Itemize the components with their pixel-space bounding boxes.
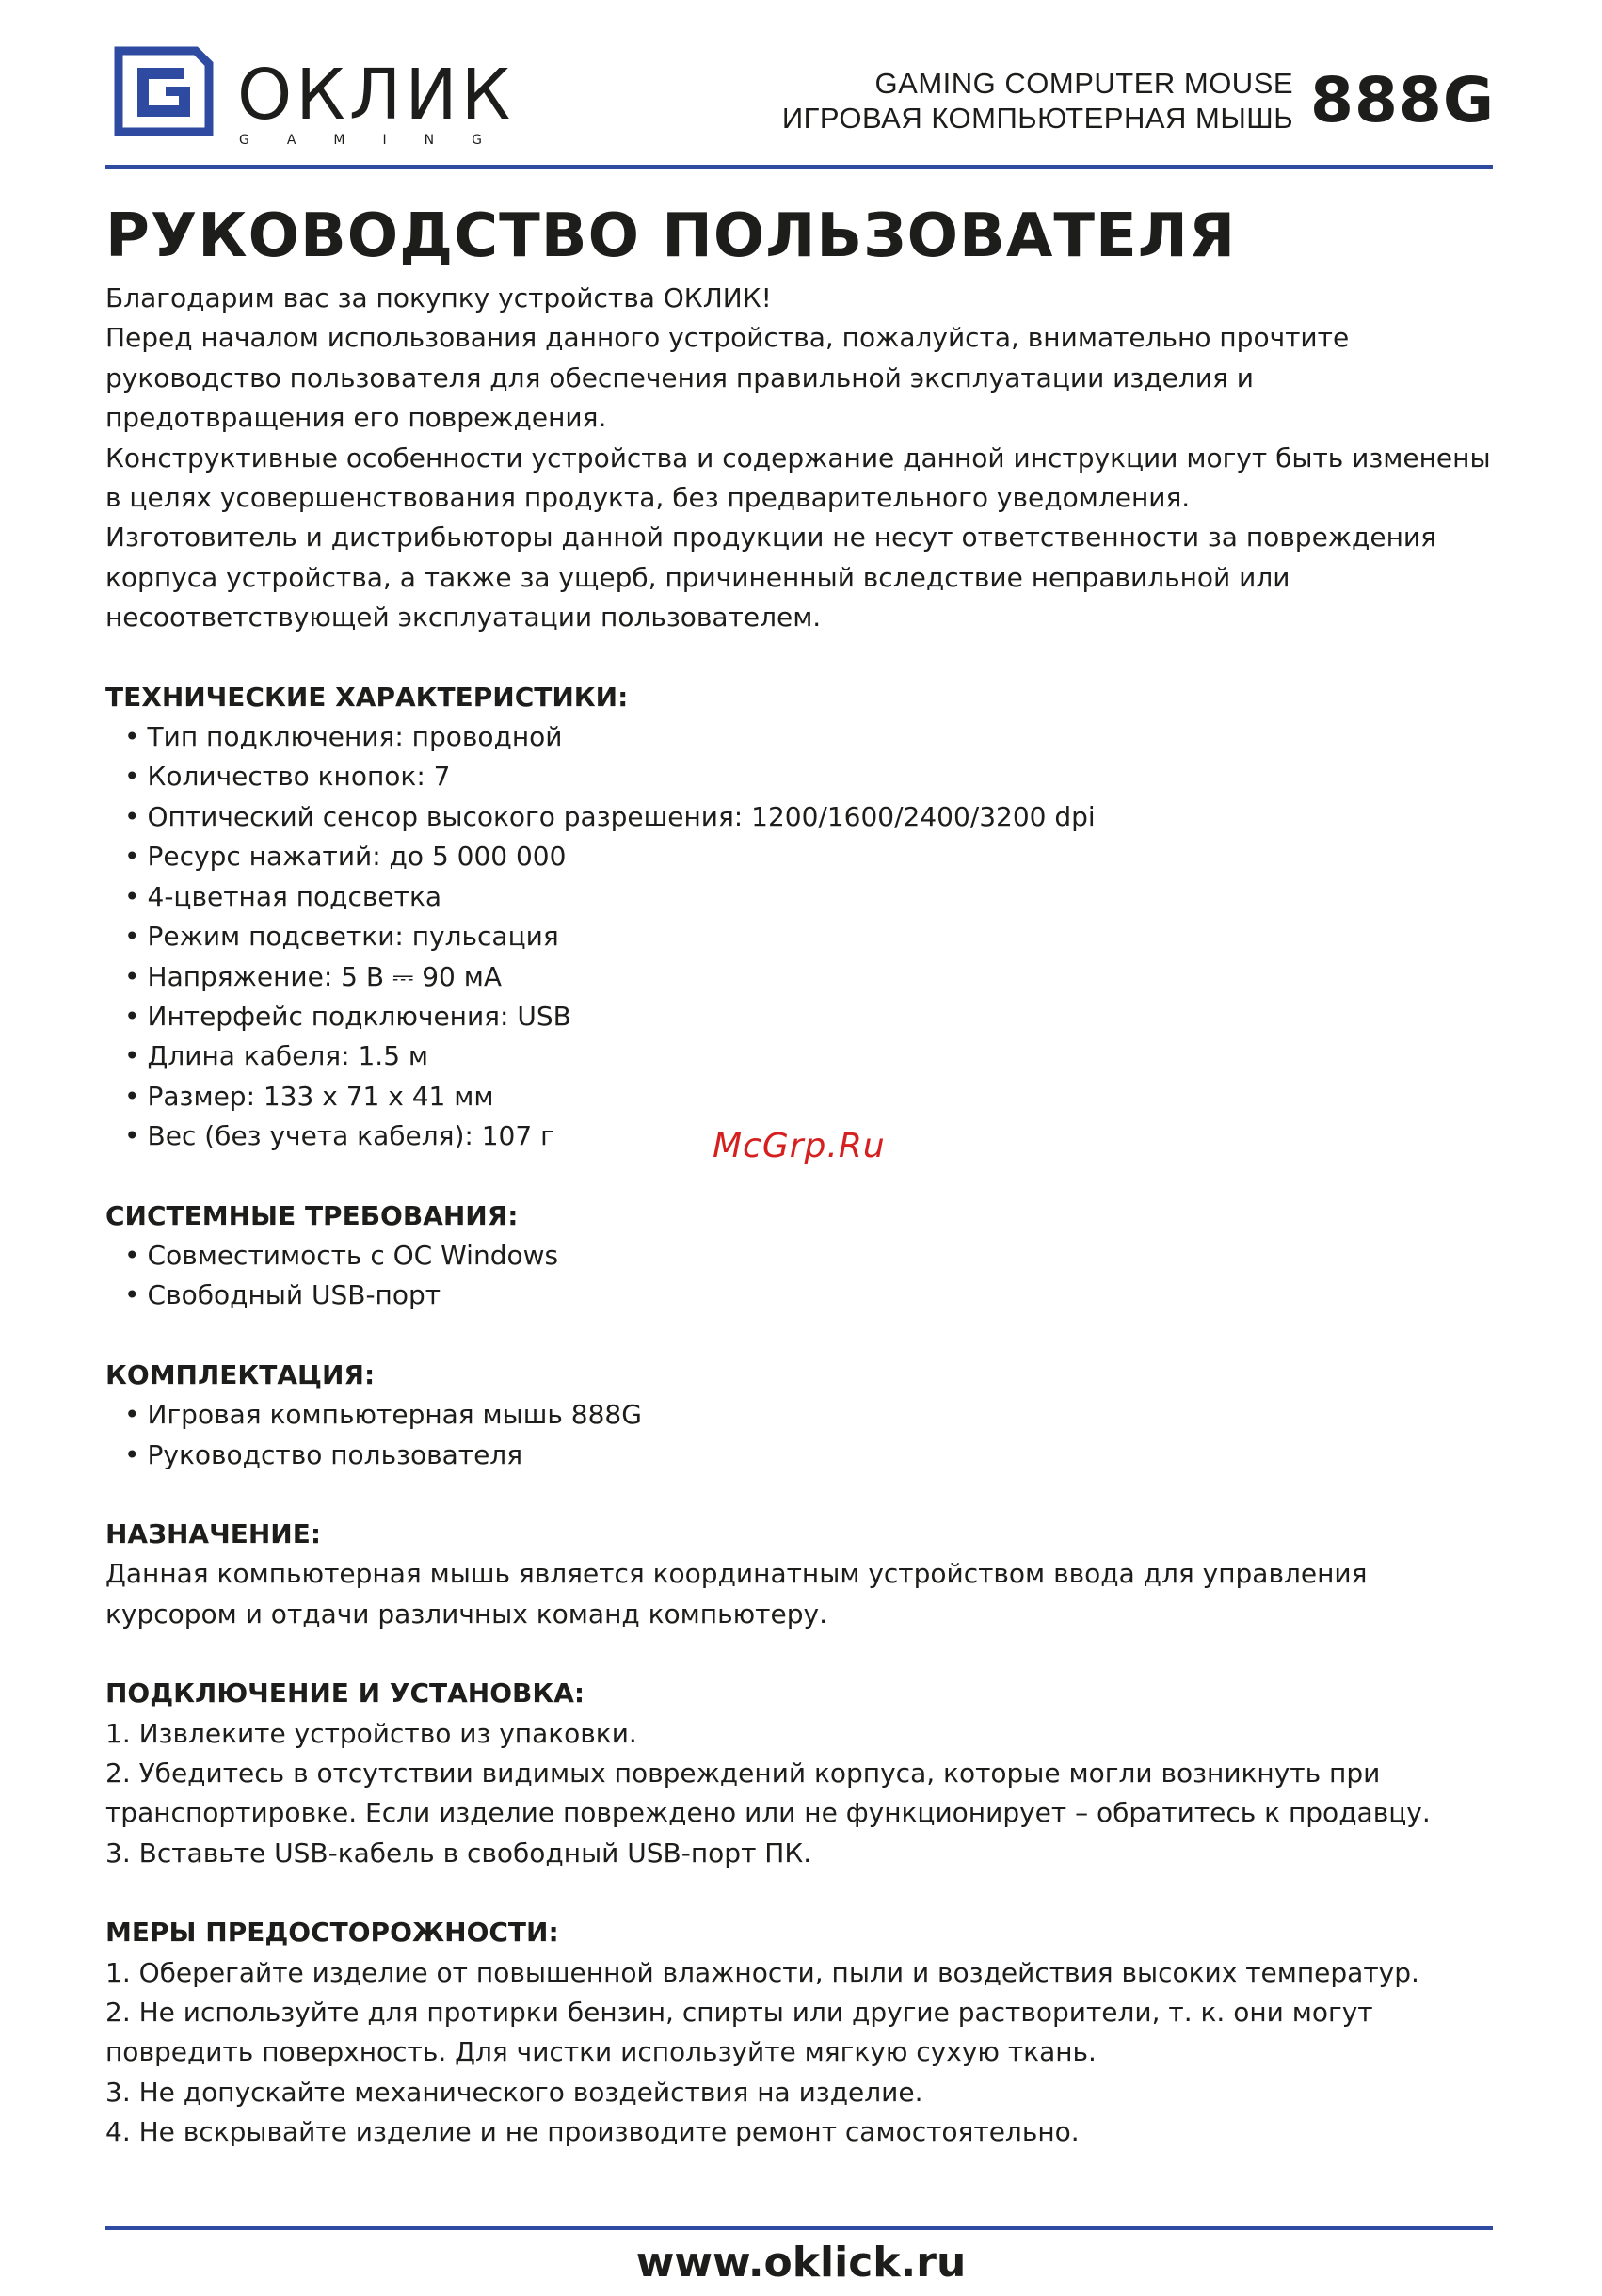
intro-paragraph: Конструктивные особенности устройства и содержание данной инструкции могут быть изменены в целях усовершенствования продукта, без предварительного уведомления. bbox=[105, 442, 1491, 514]
intro-paragraph: Изготовитель и дистрибьюторы данной продукции не несут ответственности за повреждения корпуса устройства, а также за ущерб, причиненный вследствие неправильной или несоответствующей эксплуатации пользователем. bbox=[105, 522, 1436, 634]
install-step: 1. Извлеките устройство из упаковки. bbox=[105, 1717, 637, 1749]
list-item: • Напряжение: 5 В ⎓ 90 мА bbox=[124, 957, 1493, 997]
brand-gaming-label: GAMING bbox=[239, 133, 520, 148]
precaution-step: 2. Не используйте для протирки бензин, спирты или другие растворители, т. к. они могут повредить поверхность. Для чистки используйте мягкую сухую ткань. bbox=[105, 1997, 1373, 2068]
section-title: КОМПЛЕКТАЦИЯ: bbox=[105, 1358, 376, 1390]
package-list bbox=[105, 1395, 1493, 1475]
specs-section bbox=[105, 678, 1493, 1157]
list-item: • Размер: 133 x 71 x 41 мм bbox=[124, 1077, 1493, 1116]
list-item: • Руководство пользователя bbox=[124, 1436, 1493, 1475]
section-title: НАЗНАЧЕНИЕ: bbox=[105, 1517, 322, 1549]
purpose-text: Данная компьютерная мышь является координатным устройством ввода для управления курсором и отдачи различных команд компьютеру. bbox=[105, 1558, 1368, 1630]
section-title: МЕРЫ ПРЕДОСТОРОЖНОСТИ: bbox=[105, 1917, 559, 1949]
specs-list bbox=[105, 717, 1493, 1156]
install-step: 3. Вставьте USB-кабель в свободный USB-порт ПК. bbox=[105, 1837, 812, 1869]
section-title: ПОДКЛЮЧЕНИЕ И УСТАНОВКА: bbox=[105, 1678, 585, 1710]
header-divider bbox=[105, 165, 1493, 169]
precaution-step: 4. Не вскрывайте изделие и не производите ремонт самостоятельно. bbox=[105, 2116, 1080, 2148]
requirements-section bbox=[105, 1196, 1493, 1316]
list-item: • Ресурс нажатий: до 5 000 000 bbox=[124, 837, 1493, 876]
intro-paragraph: Перед началом использования данного устройства, пожалуйста, внимательно прочтите руководство пользователя для обеспечения правильной эксплуатации изделия и предотвращения его повреждения. bbox=[105, 322, 1350, 434]
document-body bbox=[105, 198, 1493, 2153]
list-item: • Свободный USB-порт bbox=[124, 1276, 1493, 1315]
list-item: • Режим подсветки: пульсация bbox=[124, 917, 1493, 956]
section-title: СИСТЕМНЫЕ ТРЕБОВАНИЯ: bbox=[105, 1199, 519, 1231]
oklick-logo-icon bbox=[105, 38, 557, 151]
intro-section bbox=[105, 279, 1493, 638]
list-item: • Тип подключения: проводной bbox=[124, 717, 1493, 757]
intro-paragraph: Благодарим вас за покупку устройства ОКЛИК! bbox=[105, 282, 772, 313]
install-step: 2. Убедитесь в отсутствии видимых повреждений корпуса, которые могли возникнуть при транспортировке. Если изделие повреждено или не функционирует – обратитесь к продавцу. bbox=[105, 1758, 1431, 1829]
section-title: ТЕХНИЧЕСКИЕ ХАРАКТЕРИСТИКИ: bbox=[105, 681, 629, 713]
list-item: • Оптический сенсор высокого разрешения: 1200/1600/2400/3200 dpi bbox=[124, 797, 1493, 837]
precaution-step: 1. Оберегайте изделие от повышенной влажности, пыли и воздействия высоких температур. bbox=[105, 1956, 1419, 1988]
requirements-list bbox=[105, 1236, 1493, 1316]
footer-divider bbox=[105, 2226, 1493, 2230]
model-number: 888G bbox=[1310, 64, 1495, 136]
list-item: • Вес (без учета кабеля): 107 г bbox=[124, 1116, 1493, 1156]
package-section bbox=[105, 1356, 1493, 1475]
subtitle-ru: ИГРОВАЯ КОМПЬЮТЕРНАЯ МЫШЬ bbox=[781, 102, 1294, 135]
precautions-section bbox=[105, 1913, 1493, 2152]
brand-letter: G bbox=[168, 108, 169, 110]
product-header bbox=[782, 66, 1495, 136]
subtitle-en: GAMING COMPUTER MOUSE bbox=[874, 67, 1294, 100]
purpose-section bbox=[105, 1515, 1493, 1634]
page-title: РУКОВОДСТВО ПОЛЬЗОВАТЕЛЯ bbox=[105, 201, 1237, 271]
list-item: • Игровая компьютерная мышь 888G bbox=[124, 1395, 1493, 1435]
list-item: • Длина кабеля: 1.5 м bbox=[124, 1036, 1493, 1076]
brand-logo bbox=[105, 38, 557, 151]
list-item: • Совместимость с ОС Windows bbox=[124, 1236, 1493, 1276]
product-subtitles bbox=[782, 66, 1293, 136]
footer-website[interactable]: www.oklick.ru bbox=[635, 2239, 967, 2287]
list-item: • Интерфейс подключения: USB bbox=[124, 997, 1493, 1036]
watermark: McGrp.Ru bbox=[713, 1127, 886, 1165]
list-item: • 4-цветная подсветка bbox=[124, 877, 1493, 917]
brand-wordmark: ОКЛИК bbox=[237, 55, 515, 136]
precaution-step: 3. Не допускайте механического воздействия на изделие. bbox=[105, 2076, 923, 2108]
install-section bbox=[105, 1674, 1493, 1873]
list-item: • Количество кнопок: 7 bbox=[124, 757, 1493, 796]
